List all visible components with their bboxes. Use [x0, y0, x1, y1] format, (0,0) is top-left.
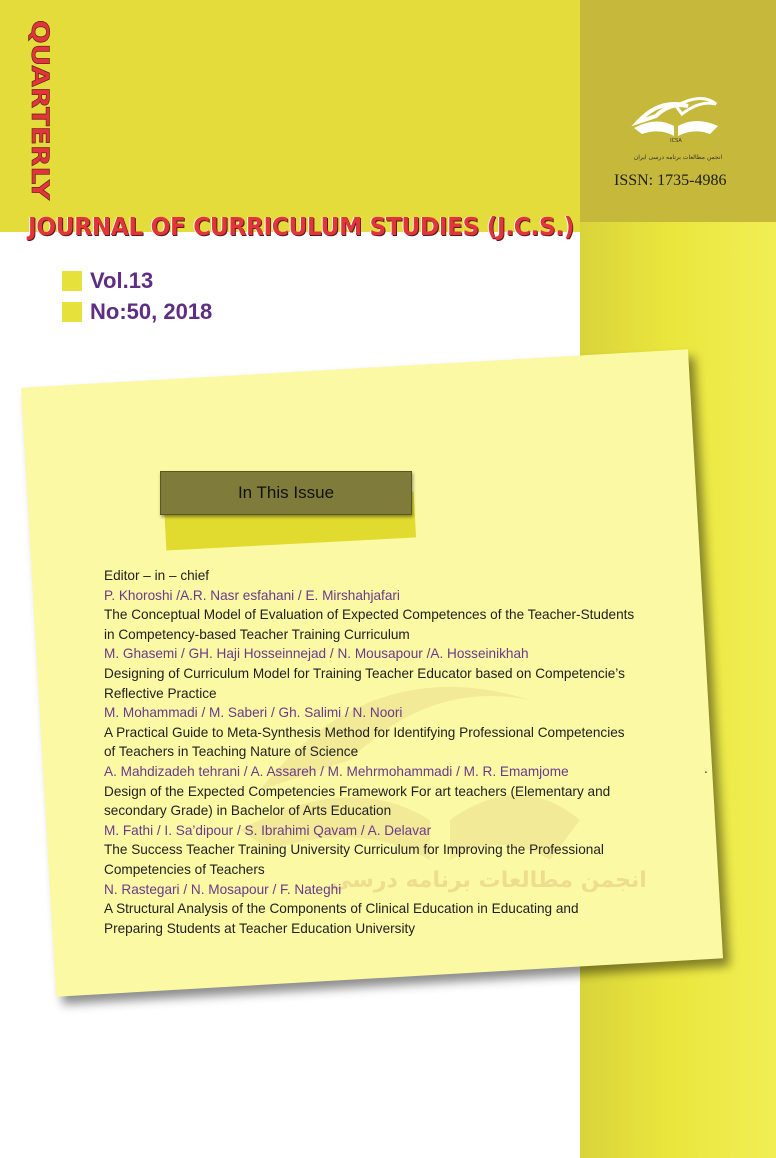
contents-title-line: The Success Teacher Training University Curriculum for Improving the Professional — [104, 842, 604, 858]
contents-title-line: Design of the Expected Competencies Framework For art teachers (Elementary and — [104, 783, 611, 799]
journal-title: JOURNAL OF CURRICULUM STUDIES (J.C.S.) — [28, 212, 574, 241]
number-label: No:50, 2018 — [90, 299, 213, 324]
svg-text:QUARTERLY: QUARTERLY — [26, 20, 54, 176]
contents-title-line: in Competency-based Teacher Training Curriculum — [104, 626, 410, 642]
contents-title-line: Reflective Practice — [104, 685, 217, 701]
logo-mark-text: ICSA — [670, 138, 682, 144]
contents-title-line: of Teachers in Teaching Nature of Science — [104, 744, 359, 760]
number-row — [62, 299, 212, 325]
bullet-square-icon — [62, 271, 82, 291]
contents-title-line: A Structural Analysis of the Components of Clinical Education in Educating and — [104, 901, 579, 917]
contents-author-line: M. Mohammadi / M. Saberi / Gh. Salimi / N. Noori — [104, 705, 403, 721]
contents-title-line: A Practical Guide to Meta-Synthesis Method for Identifying Professional Competencies — [104, 724, 625, 740]
table-of-contents — [104, 566, 704, 938]
in-this-issue-label: In This Issue — [237, 483, 335, 502]
contents-title-line: The Conceptual Model of Evaluation of Expected Competences of the Teacher-Students — [104, 607, 635, 623]
contents-author-line: P. Khoroshi /A.R. Nasr esfahani / E. Mirshahjafari — [104, 587, 400, 603]
logo-caption: انجمن مطالعات برنامه درسی ایران — [633, 154, 723, 161]
bullet-square-icon — [62, 302, 82, 322]
contents-title-line: Preparing Students at Teacher Education University — [104, 920, 416, 936]
contents-author-line: M. Fathi / I. Sa’dipour / S. Ibrahimi Qavam / A. Delavar — [104, 822, 432, 838]
contents-title-line: Competencies of Teachers — [104, 861, 265, 877]
society-logo-icon — [630, 92, 722, 144]
contents-author-line: M. Ghasemi / GH. Haji Hosseinnejad / N. Mousapour /A. Hosseinikhah — [104, 646, 529, 662]
contents-title-line: Designing of Curriculum Model for Training Teacher Educator based on Competencie’s — [104, 665, 625, 681]
contents-author-line: N. Rastegari / N. Mosapour / F. Nateghi — [104, 881, 342, 897]
issn-label: ISSN: 1735-4986 — [614, 172, 727, 189]
watermark-text: انجمن مطالعات برنامه درسی — [330, 868, 647, 893]
in-this-issue-box — [160, 471, 412, 515]
volume-row — [62, 268, 153, 294]
quarterly-vertical-text — [22, 18, 62, 208]
stray-dot: . — [704, 762, 708, 776]
contents-title-line: secondary Grade) in Bachelor of Arts Education — [104, 803, 392, 819]
contents-title-line: Editor – in – chief — [104, 568, 210, 583]
contents-author-line: A. Mahdizadeh tehrani / A. Assareh / M. Mehrmohammadi / M. R. Emamjome — [104, 763, 569, 779]
volume-label: Vol.13 — [90, 268, 154, 293]
